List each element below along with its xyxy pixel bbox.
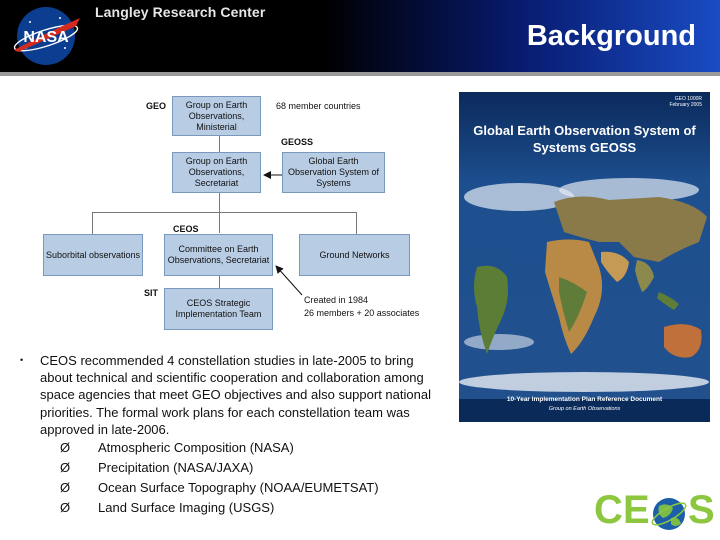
cover-code-line1: GEO 1000R — [674, 96, 702, 102]
sub-arrow-icon: Ø — [60, 460, 71, 476]
cover-code-line2: February 2005 — [669, 102, 702, 108]
members-note: 26 members + 20 associates — [304, 308, 420, 318]
ground-networks-box: Ground Networks — [299, 234, 410, 276]
sit-tag: SIT — [144, 288, 159, 298]
sub-arrow-icon: Ø — [60, 500, 71, 516]
sub-item-2 — [20, 458, 440, 478]
sub-item-text: Precipitation (NASA/JAXA) — [98, 460, 254, 476]
sub-arrow-icon: Ø — [60, 440, 71, 456]
geo-tag: GEO — [146, 101, 167, 111]
cover-title: Global Earth Observation System of Systems GEOSS — [473, 123, 696, 155]
ceos-letter-c: C — [594, 488, 623, 532]
sub-item-text: Ocean Surface Topography (NOAA/EUMETSAT) — [98, 480, 379, 496]
slide-title: Background — [526, 20, 696, 52]
ceos-secretariat-box: Committee on Earth Observations, Secretariat — [164, 234, 273, 276]
geoss-tag: GEOSS — [281, 137, 314, 147]
nasa-logo — [10, 4, 82, 68]
bullet-section — [20, 352, 440, 518]
header-divider — [0, 72, 720, 76]
ceos-logo — [594, 488, 715, 538]
ceos-letter-e: E — [623, 488, 650, 532]
connector-left-drop — [92, 212, 93, 234]
sub-item-text: Atmospheric Composition (NASA) — [98, 440, 294, 456]
svg-text:NASA: NASA — [23, 29, 69, 46]
connector-right-drop — [356, 212, 357, 234]
geoss-cover-image — [459, 92, 710, 422]
geo-secretariat-box: Group on Earth Observations, Secretariat — [172, 152, 261, 193]
connector-ceos-to-sit — [219, 276, 220, 288]
ceos-tag: CEOS — [173, 224, 199, 234]
cover-group-name: Group on Earth Observations — [548, 406, 621, 412]
sit-box: CEOS Strategic Implementation Team — [164, 288, 273, 330]
member-countries-note: 68 member countries — [276, 101, 361, 111]
sub-item-text: Land Surface Imaging (USGS) — [98, 500, 275, 516]
sub-item-3 — [20, 478, 440, 498]
sub-item-1 — [20, 438, 440, 458]
cover-code — [669, 96, 702, 108]
bullet-marker: • — [20, 355, 24, 365]
sub-arrow-icon: Ø — [60, 480, 71, 496]
ceos-letter-s: S — [688, 488, 715, 532]
geoss-box: Global Earth Observation System of Systems — [282, 152, 385, 193]
sub-item-4 — [20, 498, 440, 518]
center-name: Langley Research Center — [95, 4, 266, 20]
connector-secretariat-to-ceos — [219, 193, 220, 233]
suborbital-box: Suborbital observations — [43, 234, 143, 276]
globe-icon — [651, 494, 687, 534]
connector-horizontal — [92, 212, 357, 213]
bullet-paragraph: CEOS recommended 4 constellation studies in late-2005 to bring about technical and scientific cooperation and collaboration among space agencies that meet GEO objectives and also support national priorities. The formal work plans for each constellation team was approved in late-2006. — [40, 353, 431, 437]
created-note: Created in 1984 — [304, 295, 369, 305]
connector-geo-to-secretariat — [219, 135, 220, 152]
geo-ministerial-box: Group on Earth Observations, Ministerial — [172, 96, 261, 136]
cover-doc-title: 10-Year Implementation Plan Reference Document — [506, 396, 663, 403]
